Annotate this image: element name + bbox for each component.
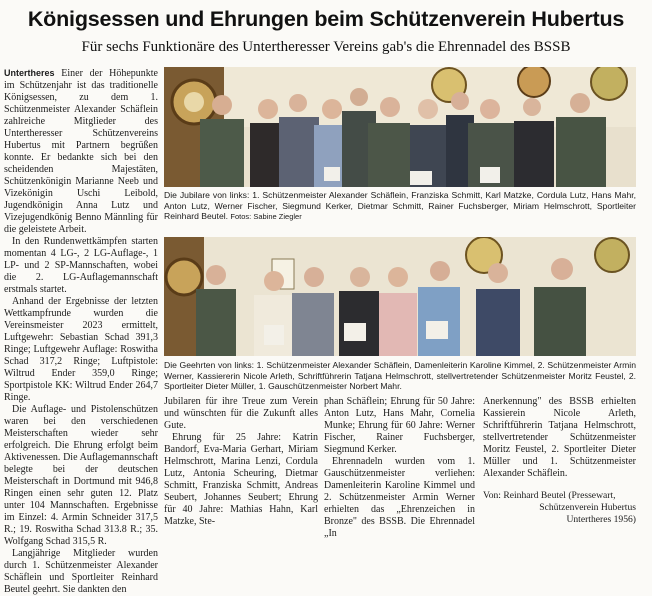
paragraph-9: Ehrennadeln wurden vom 1. Gauschützenmeister verliehen: Damenleiterin Karoline Kimmel und 2. Schützenmeister Armin Werner erhielten das „Ehrenzeichen in Bronze" des BSSB. Die Ehrennadel „In [324,456,475,539]
photo-credit: Fotos: Sabine Ziegler [230,212,302,222]
photo-jubilare [164,67,636,187]
paragraph-1: Untertheres Einer der Höhepunkte im Schützenjahr ist das traditionelle Königsessen, zu dem 1. Schützenmeister Alexander Schäflein zahlreiche Mitglieder des Untertheresser Schützenvereins Hubertus mit Partnern begrüßen konnte. Er bedankte sich bei den scheidenden Majestäten, Schützenkönigin Marianne Neeb und Vizekönigin Uschi Leibold, Jugendkönigin Anna Lutz und Vizejugendkönig Benno Männling für die geleistete Arbeit. [4,68,158,235]
photo-geehrte [164,237,636,356]
column-1 [4,67,158,596]
column-2 [164,396,318,528]
paragraph-3: Anhand der Ergebnisse der letzten Wettkampfrunde wurden die Vereinsmeister 2023 ermittelt, Luftgewehr: Sebastian Schad 391,3 Ringe; Luftgewehr Auflage: Roswitha Schad 317,2 Ringe; Luftpistole: Wiltrud Ender 359,0 Ringe; Sportpistole KK: Wiltrud Ender 264,7 Ringe. [4,296,158,403]
photo-1-caption: Die Jubilare von links: 1. Schützenmeister Alexander Schäflein, Franziska Schmitt, Karl Matzke, Cordula Lutz, Hans Mahr, Anton Lutz, Werner Fischer, Siegmund Kerker, Dietmar Schmitt, Rainer Fuchsberger, Miriam Helmschrott, Sportleiter Reinhard Beutel. Fotos: Sabine Ziegler [164,190,636,222]
headline: Königsessen und Ehrungen beim Schützenverein Hubertus [27,7,625,31]
column-4 [483,396,636,526]
byline [483,490,636,526]
paragraph-6: Jubilaren für ihre Treue zum Verein und wünschten für die Zukunft alles Gute. [164,396,318,431]
paragraph-2: In den Rundenwettkämpfen starten momentan 4 LG-, 2 LG-Auflage-, 1 LP- und 2 SP-Mannschaften, wobei die 2. LG-Auflagemannschaft erstmals startet. [4,236,158,295]
dateline: Untertheres [4,68,55,78]
byline-line-2: Schützenverein Hubertus [539,502,636,513]
byline-line-3: Untertheres 1956) [566,514,636,525]
photo-2-caption: Die Geehrten von links: 1. Schützenmeister Alexander Schäflein, Damenleiterin Karoline Kimmel, 2. Schützenmeister Armin Werner, Kassiererin Nicole Arleth, Schriftführerin Tatjana Helmschrott, stellvertretender Schützenmeister Moritz Feustel, 2. Sportleiter Dieter Müller, 1. Gauschützenmeister Norbert Mahr. [164,360,636,392]
byline-line-1: Von: Reinhard Beutel (Pressewart, [483,490,616,501]
paragraph-7: Ehrung für 25 Jahre: Katrin Bandorf, Eva-Maria Gerhart, Miriam Helmschrott, Marina Lenzi, Cordula Lutz, Antonia Scheuring, Dietmar Schmitt, Franziska Schmitt, Andreas Seubert, Johannes Seubert; Ehrung für 40 Jahre: Mathias Hahn, Karl Matzke, Ste- [164,432,318,527]
subheadline: Für sechs Funktionäre des Untertheresser Vereins gab's die Ehrennadel des BSSB [81,39,571,55]
paragraph-8: phan Schäflein; Ehrung für 50 Jahre: Anton Lutz, Hans Mahr, Cornelia Munke; Ehrung für 60 Jahre: Werner Fischer, Rainer Fuchsberger, Siegmund Kerker. [324,396,475,455]
column-3 [324,396,475,540]
paragraph-10: Anerkennung" des BSSB erhielten Kassierein Nicole Arleth, Schriftführerin Tatjana Helmschrott, stellvertretender Schützenmeister Moritz Feustel, 2. Sportleiter Dieter Müller und 1. Schützenmeister Alexander Schäflein. [483,396,636,479]
paragraph-4: Die Auflage- und Pistolenschützen waren bei den verschiedenen Meisterschaften wieder sehr erfolgreich. Die Ehrung erfolgt beim Aktivenessen. Die Auflagemannschaft belegte bei der deutschen Meisterschaft in Dortmund mit 946,8 Ringen einen sehr guten 12. Platz unter 104 Mannschaften. Ergebnisse im Einzel: 4. Armin Schneider 317,5 R.; 19. Roswitha Schad 313.8 R.; 35. Wolfgang Schad 315,5 R. [4,404,158,547]
paragraph-5: Langjährige Mitglieder wurden durch 1. Schützenmeister Alexander Schäflein und Sportleiter Reinhard Beutel geehrt. Sie dankten den [4,548,158,595]
